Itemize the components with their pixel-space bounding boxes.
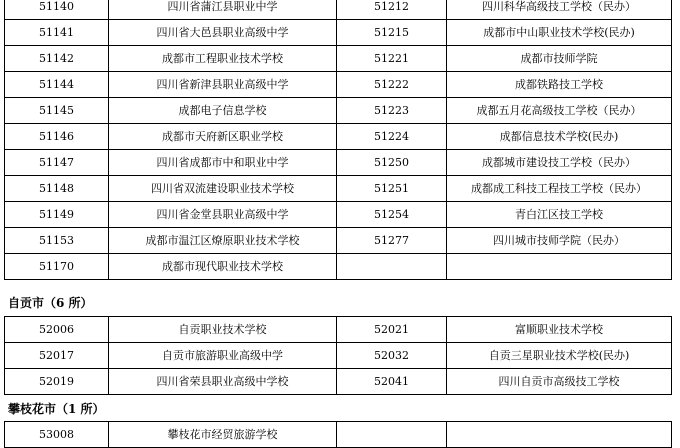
school-code: 51141	[5, 20, 109, 46]
school-code: 52017	[5, 343, 109, 369]
school-code: 51251	[337, 176, 447, 202]
school-name: 成都城市建设技工学校（民办）	[447, 150, 672, 176]
school-code: 51147	[5, 150, 109, 176]
school-name: 富顺职业技术学校	[447, 317, 672, 343]
school-name: 四川省荣县职业高级中学校	[109, 369, 337, 395]
empty-cell	[447, 254, 672, 280]
empty-cell	[337, 422, 447, 448]
school-name: 成都五月花高级技工学校（民办）	[447, 98, 672, 124]
school-code: 51215	[337, 20, 447, 46]
school-name: 成都市现代职业技术学校	[109, 254, 337, 280]
section-heading-zigong: 自贡市（6 所）	[8, 296, 93, 310]
panzhihua-school-table	[4, 421, 672, 448]
school-name: 自贡市旅游职业高级中学	[109, 343, 337, 369]
table-row	[5, 202, 672, 228]
school-code: 51140	[5, 0, 109, 20]
school-code: 51254	[337, 202, 447, 228]
table-row	[5, 369, 672, 395]
table-row	[5, 343, 672, 369]
school-name: 自贡三星职业技术学校(民办)	[447, 343, 672, 369]
school-code: 51224	[337, 124, 447, 150]
empty-cell	[447, 422, 672, 448]
table-row	[5, 317, 672, 343]
school-code: 52019	[5, 369, 109, 395]
school-name: 四川城市技师学院（民办）	[447, 228, 672, 254]
school-code: 53008	[5, 422, 109, 448]
chengdu-school-table	[4, 0, 672, 280]
school-name: 成都市工程职业技术学校	[109, 46, 337, 72]
school-name: 青白江区技工学校	[447, 202, 672, 228]
table-row	[5, 150, 672, 176]
empty-cell	[337, 254, 447, 280]
school-code: 52032	[337, 343, 447, 369]
school-name: 成都成工科技工程技工学校（民办）	[447, 176, 672, 202]
school-code: 51277	[337, 228, 447, 254]
school-code: 52006	[5, 317, 109, 343]
school-name: 四川省蒲江县职业中学	[109, 0, 337, 20]
table-row	[5, 98, 672, 124]
school-name: 攀枝花市经贸旅游学校	[109, 422, 337, 448]
school-code: 51144	[5, 72, 109, 98]
zigong-school-table	[4, 316, 672, 395]
school-code: 51221	[337, 46, 447, 72]
school-code: 51212	[337, 0, 447, 20]
table-row	[5, 254, 672, 280]
table-row	[5, 124, 672, 150]
table-row	[5, 228, 672, 254]
school-name: 成都电子信息学校	[109, 98, 337, 124]
table-row	[5, 72, 672, 98]
school-name: 成都信息技术学校(民办)	[447, 124, 672, 150]
school-name: 成都铁路技工学校	[447, 72, 672, 98]
school-name: 成都市天府新区职业学校	[109, 124, 337, 150]
school-name: 四川省双流建设职业技术学校	[109, 176, 337, 202]
school-code: 51149	[5, 202, 109, 228]
school-name: 四川省金堂县职业高级中学	[109, 202, 337, 228]
school-name: 四川自贡市高级技工学校	[447, 369, 672, 395]
school-code: 51145	[5, 98, 109, 124]
table-row	[5, 0, 672, 20]
school-name: 成都市技师学院	[447, 46, 672, 72]
school-code: 51148	[5, 176, 109, 202]
school-name: 自贡职业技术学校	[109, 317, 337, 343]
school-code: 51250	[337, 150, 447, 176]
school-code: 51223	[337, 98, 447, 124]
school-name: 四川科华高级技工学校（民办）	[447, 0, 672, 20]
table-row	[5, 422, 672, 448]
school-code: 51146	[5, 124, 109, 150]
school-name: 成都市中山职业技术学校(民办)	[447, 20, 672, 46]
school-name: 四川省大邑县职业高级中学	[109, 20, 337, 46]
school-code: 51153	[5, 228, 109, 254]
section-heading-panzhihua: 攀枝花市（1 所）	[8, 402, 105, 416]
school-name: 成都市温江区燎原职业技术学校	[109, 228, 337, 254]
school-code: 52021	[337, 317, 447, 343]
school-code: 51222	[337, 72, 447, 98]
school-code: 51142	[5, 46, 109, 72]
table-row	[5, 176, 672, 202]
school-code: 52041	[337, 369, 447, 395]
school-name: 四川省新津县职业高级中学	[109, 72, 337, 98]
table-row	[5, 46, 672, 72]
school-name: 四川省成都市中和职业中学	[109, 150, 337, 176]
table-row	[5, 20, 672, 46]
school-code: 51170	[5, 254, 109, 280]
